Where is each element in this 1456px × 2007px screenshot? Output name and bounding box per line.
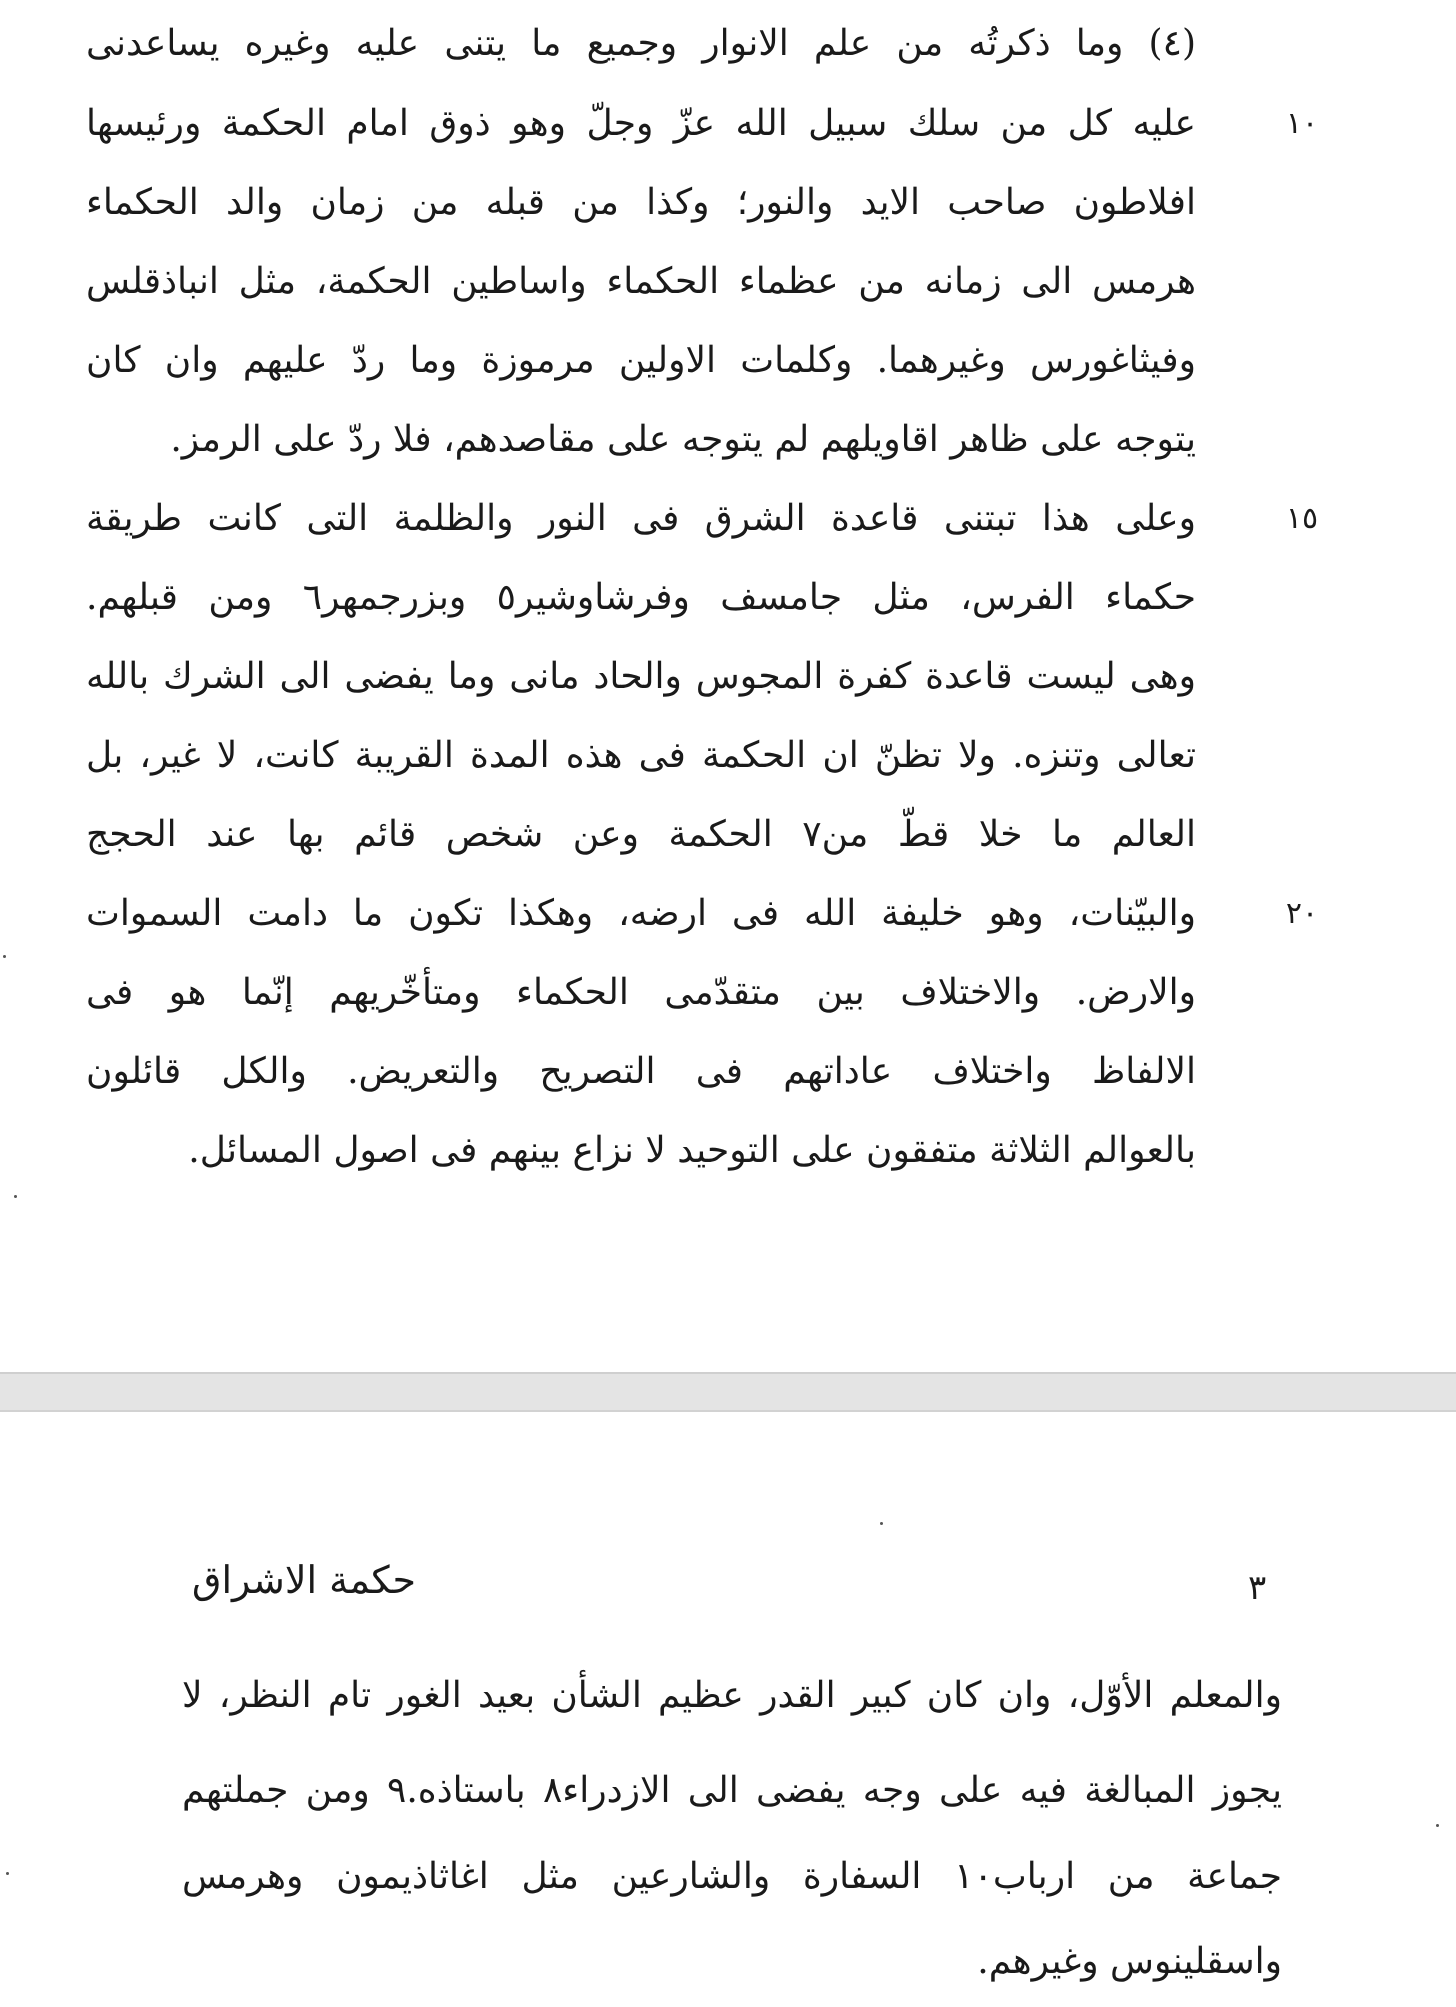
text-line: الالفاظ واختلاف عاداتهم فى التصريح والتعريض. والكل قائلون — [86, 1051, 1196, 1092]
text-line: والارض. والاختلاف بين متقدّمى الحكماء ومتأخّريهم إنّما هو فى — [86, 972, 1196, 1013]
page-number: ٣ — [1248, 1568, 1267, 1608]
line-number-10: ١٠ — [1285, 106, 1319, 141]
text-line: العالم ما خلا قطّ من٧ الحكمة وعن شخص قائم بها عند الحجج — [86, 814, 1197, 855]
line-number-20: ٢٠ — [1285, 896, 1319, 931]
text-line: بالعوالم الثلاثة متفقون على التوحيد لا نزاع بينهم فى اصول المسائل. — [188, 1130, 1196, 1171]
text-line: هرمس الى زمانه من عظماء الحكماء واساطين الحكمة، مثل انباذقلس — [86, 261, 1196, 302]
text-line: وعلى هذا تبتنى قاعدة الشرق فى النور والظلمة التى كانت طريقة — [86, 498, 1196, 539]
text-line: حكماء الفرس، مثل جامسف وفرشاوشير٥ وبزرجمهر٦ ومن قبلهم. — [86, 577, 1196, 618]
scan-speck — [14, 1195, 17, 1198]
running-header: حكمة الاشراق — [192, 1558, 416, 1602]
text-line: والبيّنات، وهو خليفة الله فى ارضه، وهكذا تكون ما دامت السموات — [86, 893, 1196, 934]
scan-speck — [6, 1872, 9, 1875]
text-line: والمعلم الأوّل، وان كان كبير القدر عظيم الشأن بعيد الغور تام النظر، لا — [182, 1675, 1282, 1716]
text-line: عليه كل من سلك سبيل الله عزّ وجلّ وهو ذوق امام الحكمة ورئيسها — [86, 103, 1196, 144]
line-number-15: ١٥ — [1285, 501, 1319, 536]
text-line: واسقلينوس وغيرهم. — [977, 1941, 1282, 1982]
text-line: (٤) وما ذكرتُه من علم الانوار وجميع ما يتنى عليه وغيره يساعدنى — [86, 23, 1196, 64]
text-line: وهى ليست قاعدة كفرة المجوس والحاد مانى وما يفضى الى الشرك بالله — [86, 656, 1196, 697]
scan-speck — [1436, 1824, 1439, 1827]
text-line: تعالى وتنزه. ولا تظنّ ان الحكمة فى هذه المدة القريبة كانت، لا غير، بل — [86, 735, 1196, 776]
text-line: افلاطون صاحب الايد والنور؛ وكذا من قبله من زمان والد الحكماء — [86, 182, 1196, 223]
text-line: يجوز المبالغة فيه على وجه يفضى الى الازدراء٨ باستاذه.٩ ومن جملتهم — [182, 1770, 1283, 1811]
text-line: جماعة من ارباب١٠ السفارة والشارعين مثل اغاثاذيمون وهرمس — [182, 1856, 1282, 1897]
text-line: وفيثاغورس وغيرهما. وكلمات الاولين مرموزة وما ردّ عليهم وان كان — [86, 340, 1196, 381]
text-line: يتوجه على ظاهر اقاويلهم لم يتوجه على مقاصدهم، فلا ردّ على الرمز. — [170, 419, 1196, 460]
scan-speck — [880, 1522, 883, 1525]
page-separator — [0, 1372, 1456, 1412]
scan-speck — [3, 955, 6, 958]
